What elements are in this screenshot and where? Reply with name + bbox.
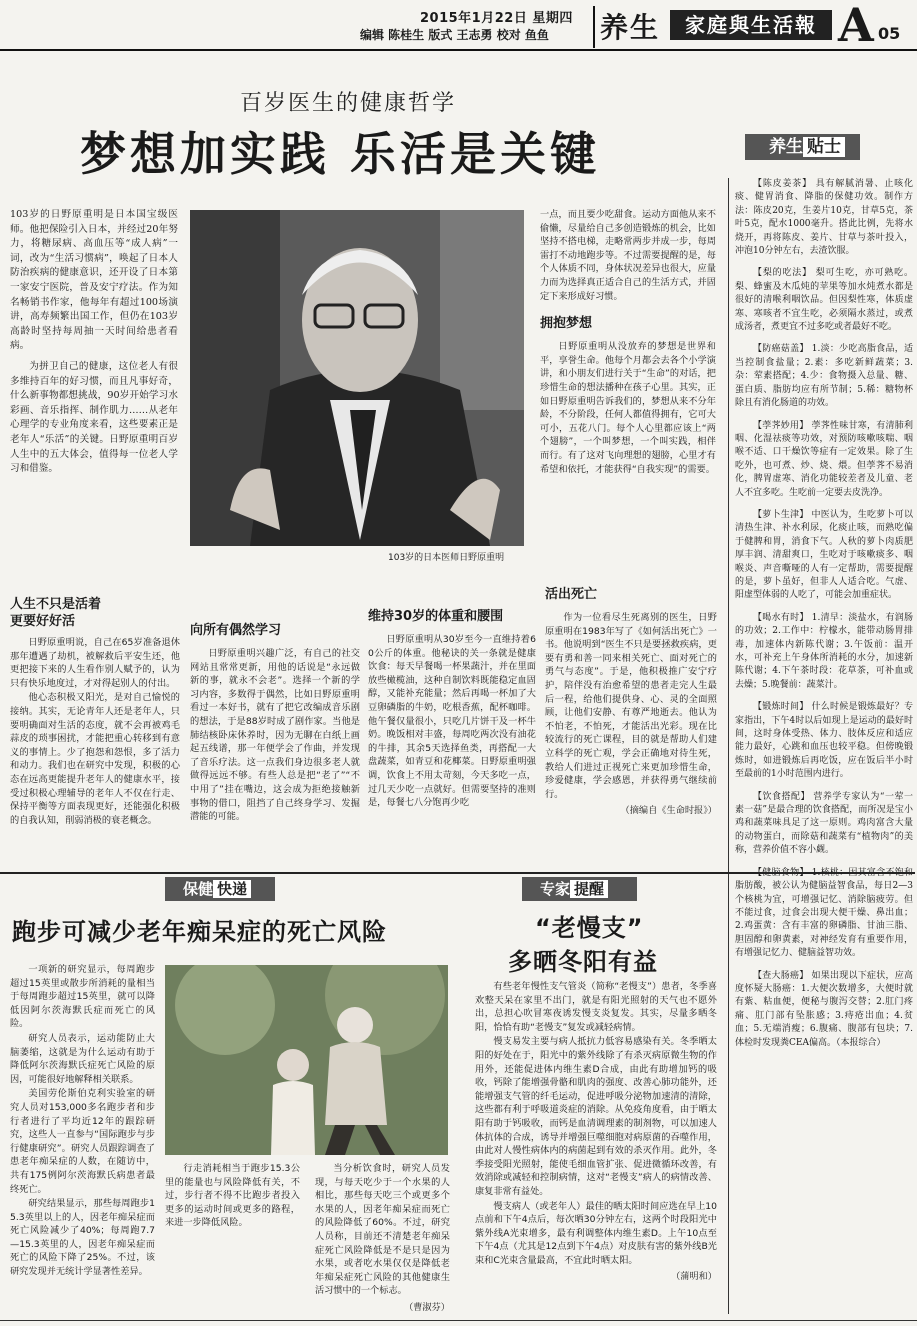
lead-paragraph-2: 为拼卫自己的健康，这位老人有很多维持百年的好习惯，而且凡事好奇，什么新事物都想挑战，90岁开始学习水彩画、音乐指挥、制作肌力……从老年心理学的专业角度来看，这些要素正是老年人“乐活”的关键。日野原重明百岁人生中的五大体会，值得每一位老人学习和借鉴。 — [10, 360, 178, 475]
health-col-1 — [10, 963, 155, 1280]
header-divider — [593, 6, 595, 48]
tip-item: 【陈皮姜茶】 具有解腻消暑、止咳化痰、健胃消食、降脂的保健功效。制作方法：陈皮20克，生姜片10克，甘草5克，茶叶5克，配水1000毫升。搭此比例，先将水烧开，再将陈皮、姜片、甘草与茶叶投入，冲泡10分钟左右，去渣饮服。 — [735, 179, 913, 257]
expert-p3: 慢支病人（或老年人）最佳的晒太阳时间应选在早上10点前和下午4点后，每次晒30分钟左右，这两个时段阳光中紫外线A光束增多，最有利调整体内维生素D。上午10点至下午4点（尤其是12点到下午4点）对皮肤有害的紫外线B光束和C光束含量最高，不宜此时晒太阳。 — [475, 1200, 717, 1266]
death-paragraph: 作为一位看尽生死离别的医生，日野原重明在1983年写了《如何活出死亡》一书。他说明到“医生不只是要拯救疾病，更要有勇和善一同来相关死亡、面对死亡的勇气与态度”。于是，他积极推广安宁疗护，陪伴没有治愈希望的患者走完人生最后一程，给他们提供身、心、灵的全面照顾，让他们安静、有尊严地逝去。他认为不怕老，不怕死，才能活出光彩。现在比较流行的死亡课程，目的就是帮助人们建立科学的死亡观，学会正确地对待生死，教给人们进过正视死亡来更加珍惜生命，珍爱健康，学会感恩，并获得勇气继续前行。 — [545, 612, 717, 800]
health-p6: 当分析饮食时，研究人员发现，与每天吃少于一个水果的人相比，那些每天吃三个或更多个水果的人，因老年痴呆症而死亡的风险降低了60%。不过，研究人员称，目前还不清楚老年痴呆症死亡风险降低是不是只是因为水果，或者吃水果仅仅是降低老年痴呆症死亡风险的其他健康生活习惯中的一个标志。 — [315, 1163, 450, 1297]
health-col-3 — [315, 1162, 450, 1313]
article-lead — [10, 208, 178, 478]
tips-header-b: 贴士 — [803, 137, 845, 157]
main-source: （摘编自《生命时报》） — [620, 805, 717, 817]
expert-p1: 有些老年慢性支气管炎（简称“老慢支”）患者，冬季喜欢整天呆在家里不出门，就是有阳光照射的天气也不愿外出，总担心吹冒寒夜诱发慢支炎复发。其实，尽量多晒冬阳，恰恰有助“老慢支”复发或减轻病情。 — [475, 981, 717, 1033]
tips-header-a: 养生 — [769, 137, 803, 157]
expert-p2: 慢支易发主要与病人抵抗力低容易感染有关。冬季晒太阳的好处在于，阳光中的紫外线除了有杀灭病原微生物的作用外，还能促进体内维生素D合成，由此有助增加钙的吸收，钙除了能增强骨骼和肌肉的强度、改善心肺功能外，还能增强支气管的纤毛运动，促进呼吸分泌物加速清的清除，这些都有利于呼吸道炎症的消除。从免疫角度看，由于晒太阳有助于钙吸收，而钙是血清调理素的制剂物，可以加速人体抗体的合成，诱导并增强巨噬细胞对病原菌的吞噬作用，由此对人慢性病体内的病菌起到有效的杀灭作用。此外，冬季接受阳光照射，能使毛细血管扩张、促进微循环改善，有效消除或减轻和控制病情，这对“老慢支”病人的病情改善、康复非常有益处。 — [475, 1036, 717, 1197]
health-p5: 行走消耗相当于跑步15.3公里的能量也与风险降低有关，不过，步行者不得不比跑步者投入更多的运动时间或更多的路程，来进一步降低风险。 — [165, 1163, 300, 1229]
newspaper-masthead: 家庭與生活報 — [670, 10, 832, 40]
expert-title-2: 多晒冬阳有益 — [508, 948, 658, 976]
section-death — [545, 586, 717, 816]
header-rule — [0, 49, 917, 51]
portrait-illustration — [190, 210, 524, 546]
health-p3: 美国劳伦斯伯克利实验室的研究人员对153,000多名跑步者和步行者进行了平均近12年的跟踪研究，这些人一直参与“国际跑步与步行健康研究”。研究人员跟踪调查了患老年痴呆症的人数，在随访中，共有175例阿尔茨海默氏病患者最终死亡。 — [10, 1088, 155, 1195]
health-source: （曹淑芬） — [404, 1301, 450, 1313]
mid-top-paragraph: 一点，而且要少吃甜食。运动方面他从来不偷懒，尽量给自己多创造锻炼的机会，比如坚持不搭电梯，走略常两步并成一步，每周雷打不动地跑步等。不过需要提醒的是，每个人体质不同，身体状况差异也很大，应量力而为选择真正适合自己的生活方式，并固定下来形成好习惯。 — [540, 209, 716, 302]
curious-paragraph: 日野原重明兴趣广泛，有自己的社交网站且常常更新，用他的话说是“永远做新的事，就永不会老”。选择一个新的学习内容，多数得于偶然，比如日野原重明看过一本好书，就有了把它改编成音乐剧的想法，于是88岁时成了剧作家。当他是肺结核卧床休养时，因为无聊在白纸上画起五线谱，那一年便学会了作曲，并发现了音乐疗法。这一点我们身边很多老人就做得远远不够。有些人总是把“老了”“不中用了”挂在嘴边，这会成为拒绝接触新事物的借口，阻挡了自己终身学习、发掘潜能的可能。 — [190, 648, 360, 823]
section-name: 养生 — [600, 11, 661, 44]
article-title: 梦想加实践 乐活是关键 — [80, 127, 601, 181]
health-p2: 研究人员表示，运动能防止大脑萎缩，这就是为什么运动有助于降低阿尔茨海默氏症死亡风险的原因，可能很好地解释相关联系。 — [10, 1032, 155, 1085]
section-dream — [540, 208, 716, 477]
expert-source: （蒲明和） — [671, 1271, 717, 1283]
section-life — [10, 596, 180, 828]
section-curious — [190, 580, 360, 825]
subheading-dream: 拥抱梦想 — [540, 316, 593, 332]
expert-section-b: 提醒 — [570, 880, 608, 898]
health-section-header — [165, 877, 275, 901]
subheading-life: 人生不只是活着 更要好好活 — [10, 597, 102, 629]
life-paragraph-2: 他心态积极又阳光，是对自己愉悦的接纳。其实，无论青年人还是老年人，只要明确面对生活的态度，就不会再被鸡毛蒜皮的琐事困扰，才能把重心转移到有意义的事情上。少了抱怨和怨恨，多了活力和动力。我们也在研究中发现，积极的心态在远高更能提升老年人的健康水平，接受过积极心理辅导的老年人不仅在行走、保持平衡等方面表现更好，还能强化积极的自我认知，削弱消极的衰老概念。 — [10, 692, 180, 826]
section-divider — [0, 872, 915, 874]
subheading-weight: 维持30岁的体重和腰围 — [368, 609, 504, 624]
weight-paragraph: 日野原重明从30岁至今一直维持着60公斤的体重。他秘诀的关一条就是健康饮食：每天早餐喝一杯果蔬汁，并在里面放些橄榄油，这种自制饮料既能稳定血固醇，又能补充能量；然后再喝一杯加了大豆卵磷脂的牛奶，吃根香蕉，配杯咖啡。他午餐仅量很小，只吃几片饼干及一杯牛奶。晚饭相对丰盛，每周吃两次没有油花的牛排，其余5天选择鱼类，再搭配一大盘蔬菜，如青豆和花椰菜。日野原重明强调，饮食上不用太苛刻，今天多吃一点，过几天少吃一点就好。但需要坚持的准则是，每餐七八分饱再少吃 — [368, 634, 536, 809]
expert-section-header — [522, 877, 637, 901]
tip-item: 【健脑食物】 1.核桃：因其富含不饱和脂肪酸，被公认为健脑益智食品，每日2—3个核桃为宜，可增强记忆、消除脑疲劳。但不能过食，过食会出现大便干燥、鼻出血；2.鸡蛋黄：含有丰富的卵磷脂、甘油三脂、胆固醇和卵黄素，对神经发育有重要作用，有增强记忆力、健脑益智功效。 — [735, 867, 913, 959]
joggers-illustration — [165, 965, 448, 1155]
tip-item: 【梨的吃法】 梨可生吃，亦可熟吃。梨、蜂蜜及木瓜炖的苹果等加水炖煮水都是很好的清喉利咽饮品。但因梨性寒，体质虚寒、寒咳者不宜生吃，必须隔水蒸过，或煮成汤者，煮更宜不过多吃或者最好不吃。 — [735, 268, 913, 333]
health-p4: 研究结果显示，那些每周跑步15.3英里以上的人，因老年痴呆症而死亡风险减少了40%；每周跑7.7—15.3英里的人，因老年痴呆症而死亡的风险下降了25%。不过，该研究发现并无统计学显著性差异。 — [10, 1198, 155, 1278]
tip-item: 【萝卜生津】 中医认为，生吃萝卜可以清热生津、补水利尿，化痰止咳，而熟吃偏于健脾和胃，消食下气。人秋的萝卜肉质肥厚丰润、清甜爽口，生吃对于咳嗽痰多、咽喉炎、声音嘶哑的人有一定帮助，需要提醒的是，萝卜虽好，但非人人适合吃。气虚、阳虚型体弱的人吃了，可能会加重症状。 — [735, 509, 913, 601]
tip-item: 【饮食搭配】 营养学专家认为“一荤一素一菇”是最合理的饮食搭配，而所况是宝小鸡和蔬菜味具足了这一原则。鸡肉富含大量的动物蛋白，而除菇和蔬菜有“植物肉”的美称，营养价值不容小觑。 — [735, 791, 913, 856]
dream-paragraph: 日野原重明从没放弃的梦想是世界和平，享誉生命。他每个月都会去各个小学演讲，和小朋友们进行关于“生命”的对话，把珍惜生命的想法播种在孩子心里。其实，正如日野原重明告诉我们的，梦想从来不分年龄，不分阶段，任何人都值得拥有，它可大可小，五花八门。每个人心里都应该上“两个翅膀”，一个叫梦想，一个叫实践，相伴而行。有了这对飞向理想的翅膀，心里才有希望和依托，才能获得“自我实现”的需要。 — [540, 341, 716, 475]
issue-date: 2015年1月22日 星期四 — [420, 11, 573, 26]
article-subtitle: 百岁医生的健康哲学 — [240, 91, 457, 116]
health-col-2 — [165, 1162, 300, 1231]
subheading-curious: 向所有偶然学习 — [190, 623, 282, 638]
health-title: 跑步可减少老年痴呆症的死亡风险 — [12, 918, 387, 946]
lead-paragraph: 103岁的日野原重明是日本国宝级医师。他把保险引入日本，并经过20年努力，将糖尿病、高血压等“成人病”一词，改为“生活习惯病”，唤起了日本人防治疾病的健康意识，还开设了日本第一家安宁医院，普及安宁疗法。作为知名畅销书作家，他每年有超过100场演讲，高寿频繁出国工作，但仍在103岁高龄时坚持每周抽一天时间给患者看病。 — [10, 209, 178, 352]
tip-item: 【荸荠妙用】 荸荠性味甘寒，有清肺利咽、化湿祛痰等功效，对预防咳嗽咳喘、咽喉不适、口干燥饮等症有一定效果。除了生吃外，也可煮、炒、烧、煨。但荸荠不易消化，脾胃虚寒、消化功能较差者及儿童、老人不宜多吃。生吃前一定要去皮洗净。 — [735, 420, 913, 498]
expert-section-a: 专家 — [540, 880, 571, 898]
portrait-photo — [190, 210, 524, 546]
bottom-rule — [0, 1320, 917, 1321]
subheading-death: 活出死亡 — [545, 587, 598, 602]
editor-credits: 编辑 陈桂生 版式 王志勇 校对 鱼鱼 — [360, 28, 549, 42]
page-letter: A — [838, 0, 874, 52]
tip-item: 【锻炼时间】 什么时候是锻炼最好？专家指出，下午4时以后如现上是运动的最好时间，这时身体受热、体力、肢体反应和适应能力最好，心跳和血压也较平稳。但傍晚锻炼时，如进锻炼后再吃饭，应在饭后半小时至最前的1小时范围内进行。 — [735, 702, 913, 780]
tip-item: 【查大肠癌】 如果出现以下症状，应高度怀疑大肠癌：1.大便次数增多，大便时就有紫、粘血便，便秘与腹泻交替；2.肛门疼痛、肛门部有坠胀感；3.痔疮出血；4.贫血；5.无端消瘦；6.腹痛、腹部有包块；7.体检时发现粪CEA偏高。（本报综合） — [735, 970, 913, 1048]
expert-body — [475, 980, 717, 1282]
life-paragraph: 日野原重明说，自己在65岁准备退休那年遭遇了劫机，被解救后平安生还，他更把接下来的人生看作别人赋予的，认为只有快乐地度过，才对得起别人的付出。 — [10, 637, 180, 689]
health-p1: 一项新的研究显示，每周跑步超过15英里或散步所消耗的量相当于每周跑步超过15英里，就可以降低因阿尔茨海默氏症而死亡的风险。 — [10, 964, 155, 1030]
page-number: 05 — [878, 24, 901, 43]
tips-header — [745, 134, 860, 160]
tip-item: 【防癌菇盖】 1.淡：少吃高脂食品，适当控制食盐量；2.素：多吃新鲜蔬菜；3.杂：荤素搭配；4.少：食物摄入总量、糖、蛋白质、脂肪均应有所节制；5.稀：糖物杯除且有消化肠道的功效。 — [735, 344, 913, 409]
joggers-photo — [165, 965, 448, 1155]
photo-caption: 103岁的日本医师日野原重明 — [388, 553, 505, 563]
tip-item: 【喝水有时】 1.清早：淡盐水，有润肠的功效；2.工作中：柠檬水，能带动肠胃排毒，加速体内新陈代谢；3.午饭前：温开水，可补充上午身体所消耗的水分，加速新陈代谢；4.下午茶时段：花草茶，可补血或去燥；5.晚餐前：蔬菜汁。 — [735, 612, 913, 690]
tips-column — [728, 178, 913, 1314]
expert-title-1: “老慢支” — [535, 914, 644, 942]
health-section-a: 保健 — [183, 880, 214, 898]
health-section-b: 快递 — [213, 880, 251, 898]
section-weight — [368, 608, 536, 811]
